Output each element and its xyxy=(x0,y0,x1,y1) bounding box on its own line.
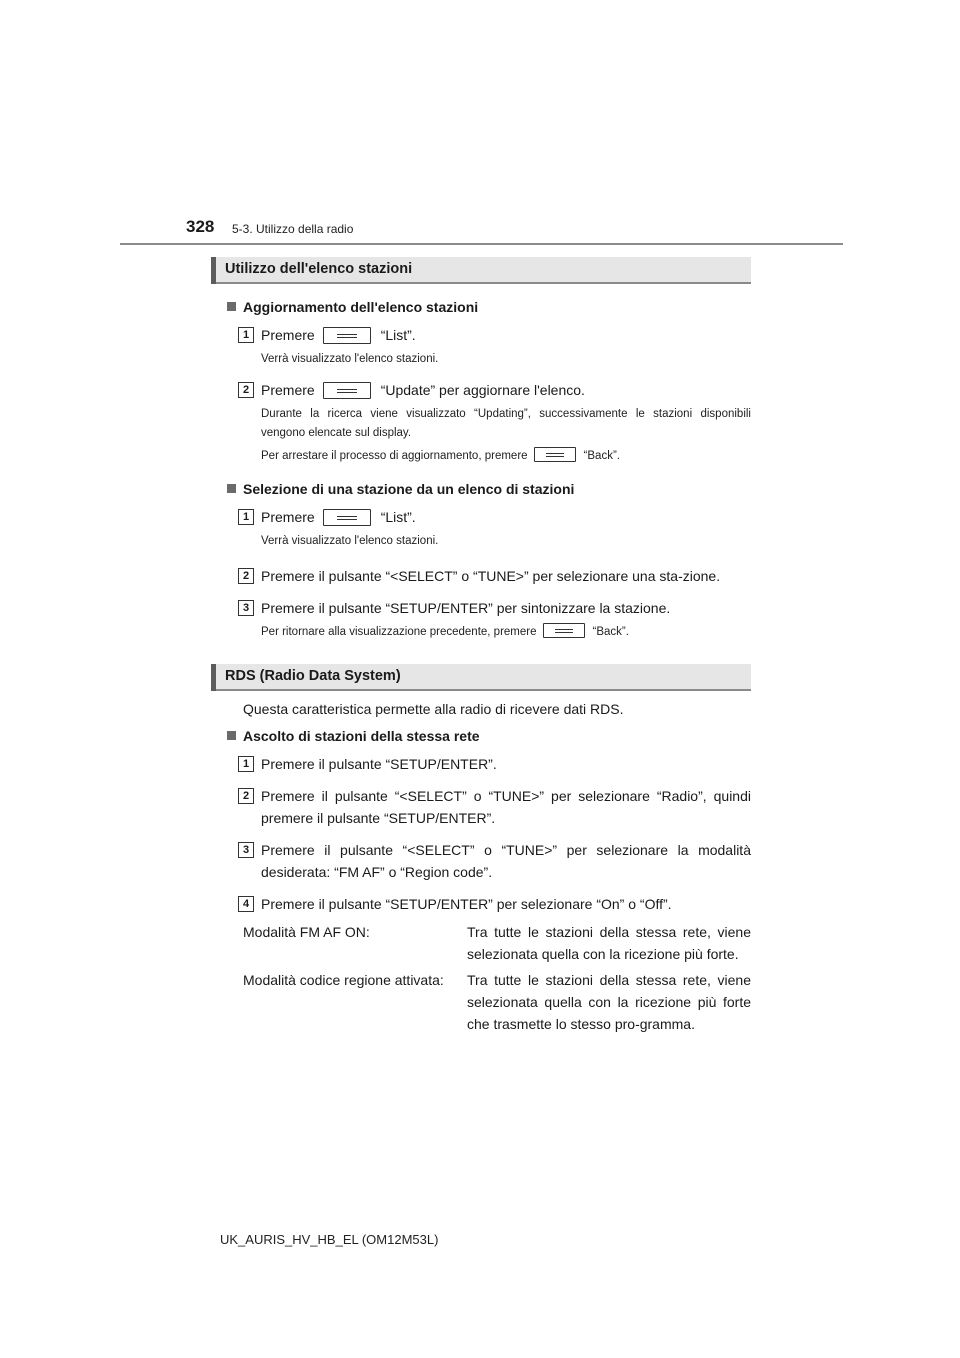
subheading-update-list xyxy=(211,298,751,316)
mode-label: Modalità FM AF ON: xyxy=(243,924,370,940)
step-item xyxy=(211,893,751,915)
step-number-badge: 1 xyxy=(238,509,254,525)
step-item xyxy=(211,753,751,775)
step-number-badge: 2 xyxy=(238,788,254,804)
square-bullet-icon xyxy=(227,731,236,740)
step-number-badge: 1 xyxy=(238,756,254,772)
step-note: Durante la ricerca viene visualizzato “Updating”, successivamente le stazioni disponibili vengono elencate sul display. xyxy=(261,408,751,439)
footer-doc-code: UK_AURIS_HV_HB_EL (OM12M53L) xyxy=(220,1232,439,1247)
step-text: Premere il pulsante “<SELECT” o “TUNE>” per selezionare una sta-zione. xyxy=(261,568,721,584)
step-number-badge: 4 xyxy=(238,896,254,912)
step-text: Premere xyxy=(261,382,315,398)
section-heading-rds: RDS (Radio Data System) xyxy=(211,664,751,691)
note-text: Per arrestare il processo di aggiornamento, premere xyxy=(261,450,528,462)
mode-description: Tra tutte le stazioni della stessa rete, viene selezionata quella con la ricezione più forte. xyxy=(467,924,751,962)
step-note xyxy=(211,447,751,466)
step-text: Premere il pulsante “SETUP/ENTER” per sintonizzare la stazione. xyxy=(261,600,671,616)
page-number: 328 xyxy=(186,217,215,236)
menu-button-icon xyxy=(323,509,371,526)
menu-button-icon xyxy=(534,447,576,462)
page-content xyxy=(211,257,751,1039)
step-text: Premere il pulsante “<SELECT” o “TUNE>” per selezionare “Radio”, quindi premere il pulsante “SETUP/ENTER”. xyxy=(261,788,751,826)
header-rule xyxy=(120,243,843,245)
step-item xyxy=(211,785,751,829)
square-bullet-icon xyxy=(227,302,236,311)
step-item xyxy=(211,597,751,619)
section-heading-station-list: Utilizzo dell'elenco stazioni xyxy=(211,257,751,284)
step-item xyxy=(211,506,751,528)
step-number-badge: 1 xyxy=(238,327,254,343)
subheading-text: Aggiornamento dell'elenco stazioni xyxy=(243,299,479,315)
step-text: Premere xyxy=(261,509,315,525)
step-item xyxy=(211,379,751,401)
step-text: Premere il pulsante “SETUP/ENTER” per selezionare “On” o “Off”. xyxy=(261,896,672,912)
step-number-badge: 2 xyxy=(238,382,254,398)
step-number-badge: 3 xyxy=(238,600,254,616)
subheading-same-network xyxy=(211,727,751,745)
mode-description: Tra tutte le stazioni della stessa rete, viene selezionata quella con la ricezione più forte che trasmette lo stesso pro-gramma. xyxy=(467,972,751,1032)
menu-button-icon xyxy=(323,382,371,399)
step-text: “List”. xyxy=(380,509,416,525)
step-number-badge: 3 xyxy=(238,842,254,858)
note-text: “Back”. xyxy=(583,450,620,462)
step-note: Verrà visualizzato l'elenco stazioni. xyxy=(261,353,439,365)
mode-row xyxy=(243,921,751,965)
step-item xyxy=(211,565,751,587)
mode-definition-list xyxy=(211,921,751,1035)
mode-label: Modalità codice regione attivata: xyxy=(243,972,444,988)
step-text: Premere il pulsante “SETUP/ENTER”. xyxy=(261,756,497,772)
step-item xyxy=(211,324,751,346)
subheading-text: Selezione di una stazione da un elenco di stazioni xyxy=(243,481,575,497)
step-note xyxy=(211,623,751,642)
menu-button-icon xyxy=(543,623,585,638)
menu-button-icon xyxy=(323,327,371,344)
step-note: Verrà visualizzato l'elenco stazioni. xyxy=(261,535,439,547)
mode-row xyxy=(243,969,751,1035)
section-intro: Questa caratteristica permette alla radio di ricevere dati RDS. xyxy=(243,701,624,717)
step-text: Premere il pulsante “<SELECT” o “TUNE>” per selezionare la modalità desiderata: “FM AF” o “Region code”. xyxy=(261,842,751,880)
note-text: Per ritornare alla visualizzazione precedente, premere xyxy=(261,626,537,638)
step-text: “List”. xyxy=(380,327,416,343)
step-item xyxy=(211,839,751,883)
square-bullet-icon xyxy=(227,484,236,493)
section-path: 5-3. Utilizzo della radio xyxy=(232,222,354,236)
step-text: “Update” per aggiornare l'elenco. xyxy=(380,382,585,398)
step-text: Premere xyxy=(261,327,315,343)
subheading-select-station xyxy=(211,480,751,498)
subheading-text: Ascolto di stazioni della stessa rete xyxy=(243,728,480,744)
step-number-badge: 2 xyxy=(238,568,254,584)
note-text: “Back”. xyxy=(592,626,629,638)
